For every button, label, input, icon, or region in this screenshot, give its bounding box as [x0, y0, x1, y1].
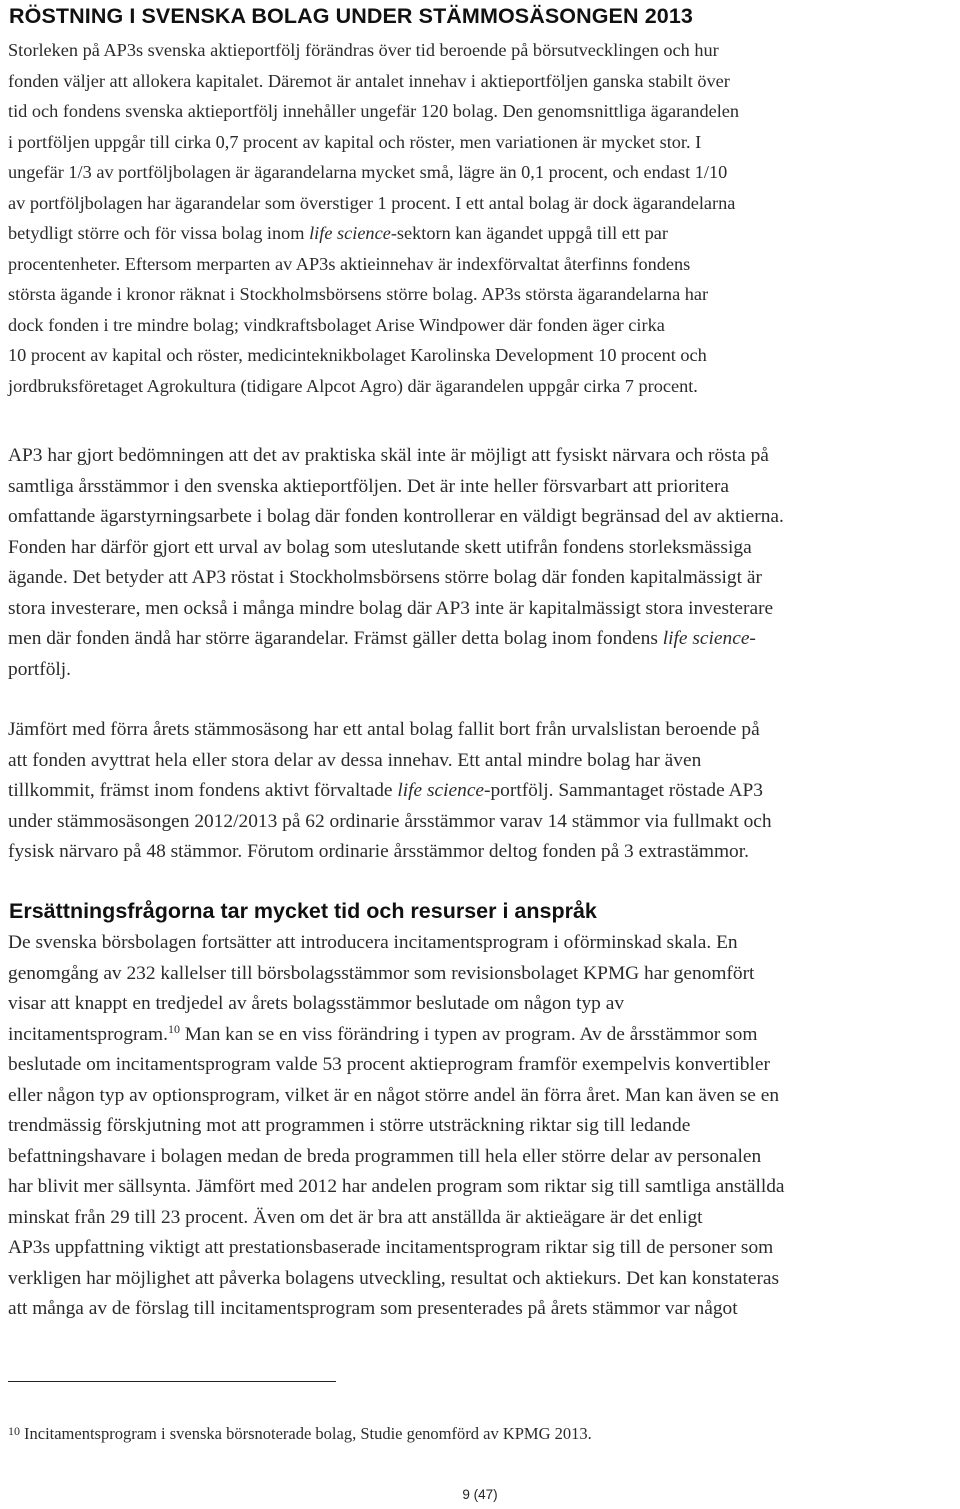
- text-line: procentenheter. Eftersom merparten av AP3s aktieinnehav är indexförvaltat återfinns fondens: [8, 253, 691, 274]
- text-line: att många av de förslag till incitamentsprogram som presenterades på årets stämmor var något: [8, 1298, 738, 1319]
- footnote: [8, 1420, 592, 1445]
- text-line: tillkommit, främst inom fondens aktivt förvaltade life science-portfölj. Sammantaget röstade AP3: [8, 780, 763, 801]
- text-line: tid och fondens svenska aktieportfölj innehåller ungefär 120 bolag. Den genomsnittliga ägarandelen: [8, 101, 740, 121]
- text-line: Fonden har därför gjort ett urval av bolag som uteslutande skett utifrån fondens storleksmässiga: [8, 536, 752, 558]
- text-line: trendmässig förskjutning mot att programmen i större utsträckning riktar sig till ledande: [8, 1115, 691, 1136]
- text-line: minskat från 29 till 23 procent. Även om det är bra att anställda är aktieägare är det enligt: [8, 1206, 703, 1228]
- text-line: största ägande i kronor räknat i Stockholmsbörsens större bolag. AP3s största ägarandelarna har: [8, 284, 709, 304]
- text-line: under stämmosäsongen 2012/2013 på 62 ordinarie årsstämmor varav 14 stämmor via fullmakt och: [8, 810, 772, 832]
- footnote-reference[interactable]: 10: [167, 1021, 180, 1036]
- text-line: Jämfört med förra årets stämmosäsong har ett antal bolag fallit bort från urvalslistan beroende på: [8, 719, 760, 740]
- paragraph-voting-selection: [8, 441, 958, 685]
- text-line: Storleken på AP3s svenska aktieportfölj förändras över tid beroende på börsutvecklingen och hur: [8, 40, 719, 60]
- text-line: betydligt större och för vissa bolag inom life science-sektorn kan ägandet uppgå till ett par: [8, 223, 668, 243]
- text-line: beslutade om incitamentsprogram valde 53 procent aktieprogram framför exempelvis konvertibler: [8, 1054, 770, 1075]
- text-line: 10 procent av kapital och röster, medicinteknikbolaget Karolinska Development 10 procent och: [8, 345, 707, 365]
- text-line: av portföljbolagen har ägarandelar som överstiger 1 procent. I ett antal bolag är dock ägarandelarna: [8, 192, 736, 213]
- footnote-number: 10: [8, 1424, 20, 1438]
- text-line: AP3s uppfattning viktigt att prestationsbaserade incitamentsprogram riktar sig till de personer som: [8, 1237, 774, 1258]
- text-line: incitamentsprogram.$^{10}$ Man kan se en viss förändring i typen av program. Av de årsstämmor som: [8, 1021, 758, 1045]
- text-line: i portföljen uppgår till cirka 0,7 procent av kapital och röster, men variationen är mycket stor. I: [8, 131, 702, 152]
- subsection-heading: Ersättningsfrågorna tar mycket tid och resurser i anspråk: [9, 899, 597, 923]
- text-line: genomgång av 232 kallelser till börsbolagsstämmor som revisionsbolaget KPMG har genomfört: [8, 962, 755, 984]
- text-line: dock fonden i tre mindre bolag; vindkraftsbolaget Arise Windpower där fonden äger cirka: [8, 314, 665, 335]
- text-line: jordbruksföretaget Agrokultura (tidigare Alpcot Agro) där ägarandelen uppgår cirka 7 procent.: [8, 375, 698, 396]
- paragraph-portfolio-size: [8, 35, 958, 401]
- text-line: befattningshavare i bolagen medan de breda programmen till hela eller större delar av personalen: [8, 1145, 762, 1167]
- text-line: ungefär 1/3 av portföljbolagen är ägarandelarna mycket små, lägre än 0,1 procent, och endast 1/10: [8, 162, 728, 182]
- italic-term: life science: [397, 780, 485, 801]
- text-line: att fonden avyttrat hela eller stora delar av dessa innehav. Ett antal mindre bolag har även: [8, 749, 702, 771]
- italic-term: life science: [309, 223, 391, 243]
- text-line: De svenska börsbolagen fortsätter att introducera incitamentsprogram i oförminskad skala. En: [8, 932, 738, 953]
- footnote-text: Incitamentsprogram i svenska börsnoterade bolag, Studie genomförd av KPMG 2013.: [24, 1424, 592, 1443]
- text-line: ägande. Det betyder att AP3 röstat i Stockholmsbörsens större bolag där fonden kapitalmässigt är: [8, 567, 762, 588]
- paragraph-incentive-programs: [8, 928, 958, 1325]
- text-line: portfölj.: [8, 658, 72, 680]
- text-line: stora investerare, men också i många mindre bolag där AP3 inte är kapitalmässigt stora investerare: [8, 597, 774, 619]
- section-heading: RÖSTNING I SVENSKA BOLAG UNDER STÄMMOSÄSONGEN 2013: [9, 4, 693, 28]
- footnote-divider: [8, 1381, 336, 1382]
- text-line: verkligen har möjlighet att påverka bolagens utveckling, resultat och aktiekurs. Det kan konstateras: [8, 1267, 780, 1289]
- text-line: har blivit mer sällsynta. Jämfört med 2012 har andelen program som riktar sig till samtliga anställda: [8, 1176, 785, 1197]
- text-line: eller någon typ av optionsprogram, vilket är en något större andel än förra året. Man kan även se en: [8, 1084, 780, 1106]
- text-line: visar att knappt en tredjedel av årets bolagsstämmor beslutade om någon typ av: [8, 993, 625, 1014]
- italic-term: life science: [662, 628, 750, 649]
- text-line: omfattande ägarstyrningsarbete i bolag där fonden kontrollerar en väldigt begränsad del av aktierna.: [8, 506, 784, 527]
- text-line: men där fonden ändå har större ägarandelar. Främst gäller detta bolag inom fondens life science-: [8, 628, 756, 649]
- paragraph-season-comparison: [8, 715, 958, 868]
- text-line: fonden väljer att allokera kapitalet. Däremot är antalet innehav i aktieportföljen ganska stabilt över: [8, 70, 730, 91]
- text-line: samtliga årsstämmor i den svenska aktieportföljen. Det är inte heller försvarbart att prioritera: [8, 475, 729, 497]
- page-number: 9 (47): [462, 1487, 498, 1502]
- text-line: fysisk närvaro på 48 stämmor. Förutom ordinarie årsstämmor deltog fonden på 3 extrastämmor.: [8, 841, 749, 862]
- text-line: AP3 har gjort bedömningen att det av praktiska skäl inte är möjligt att fysiskt närvara och rösta på: [8, 445, 769, 466]
